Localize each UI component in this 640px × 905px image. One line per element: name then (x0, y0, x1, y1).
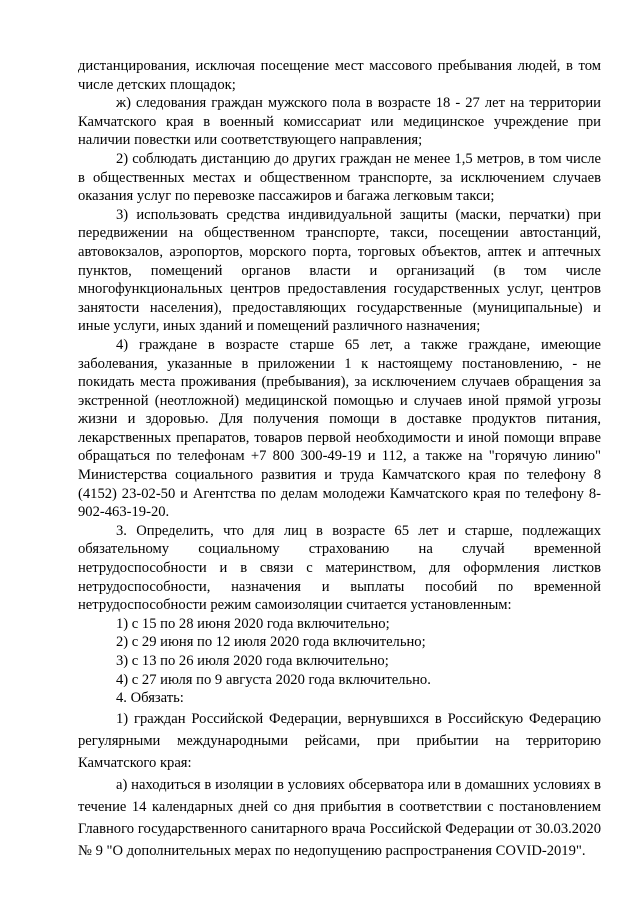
paragraph-section-4-item-1: 1) граждан Российской Федерации, вернувшихся в Российскую Федерацию регулярными международными рейсами, при прибытии на территорию Камчатского края: (78, 710, 601, 771)
paragraph-item-4-elderly: 4) граждане в возрасте старше 65 лет, а также граждане, имеющие заболевания, указанные в приложении 1 к настоящему постановлению, - не покидать места проживания (пребывания), за исключением случаев обращения за экстренной (неотложной) медицинской помощью и случаев иной прямой угрозы жизни и здоровью. Для получения помощи в доставке продуктов питания, лекарственных препаратов, товаров первой необходимости и иной помощи вправе обращаться по телефонам +7 800 300-49-19 и 112, а также на "горячую линию" Министерства социального развития и труда Камчатского края по телефону 8 (4152) 23-02-50 и Агентства по делам молодежи Камчатского края по телефону 8-902-463-19-20. (78, 336, 601, 521)
paragraph-item-zh: ж) следования граждан мужского пола в возрасте 18 - 27 лет на территории Камчатского края в военный комиссариат или медицинское учреждение при наличии повестки или соответствующего направления; (78, 95, 601, 149)
document-body (78, 57, 601, 862)
list-item-period-1: 1) с 15 по 28 июня 2020 года включительно; (116, 615, 390, 632)
paragraph-section-3: 3. Определить, что для лиц в возрасте 65 лет и старше, подлежащих обязательному социальному страхованию на случай временной нетрудоспособности и в связи с материнством, для оформления листков нетрудоспособности, назначения и выплаты пособий по временной нетрудоспособности режим самоизоляции считается установленным: (78, 522, 601, 614)
list-item-period-2: 2) с 29 июня по 12 июля 2020 года включительно; (116, 634, 426, 651)
list-item-period-4: 4) с 27 июля по 9 августа 2020 года включительно. (116, 671, 431, 688)
paragraph-item-2-distance: 2) соблюдать дистанцию до других граждан не менее 1,5 метров, в том числе в общественных местах и общественном транспорте, за исключением случаев оказания услуг по перевозке пассажиров и багажа легковым такси; (78, 150, 601, 205)
paragraph-section-4: 4. Обязать: (116, 690, 184, 707)
paragraph-item-3-protection: 3) использовать средства индивидуальной защиты (маски, перчатки) при передвижении на общественном транспорте, такси, посещении автостанций, автовокзалов, аэропортов, морского порта, торговых объектов, аптек и аптечных пунктов, помещений органов власти и организаций (в том числе многофункциональных центров предоставления государственных услуг, центров занятости населения), предоставляющих государственные (муниципальные) и иные услуги, иных зданий и помещений различного назначения; (78, 206, 601, 335)
paragraph-section-4-item-a: а) находиться в изоляции в условиях обсерватора или в домашних условиях в течение 14 календарных дней со дня прибытия в соответствии с постановлением Главного государственного санитарного врача Российской Федерации от 30.03.2020 № 9 "О дополнительных мерах по недопущению распространения COVID-2019". (78, 776, 601, 859)
paragraph-continuation: дистанцирования, исключая посещение мест массового пребывания людей, в том числе детских площадок; (78, 58, 601, 93)
list-item-period-3: 3) с 13 по 26 июля 2020 года включительно; (116, 653, 389, 669)
